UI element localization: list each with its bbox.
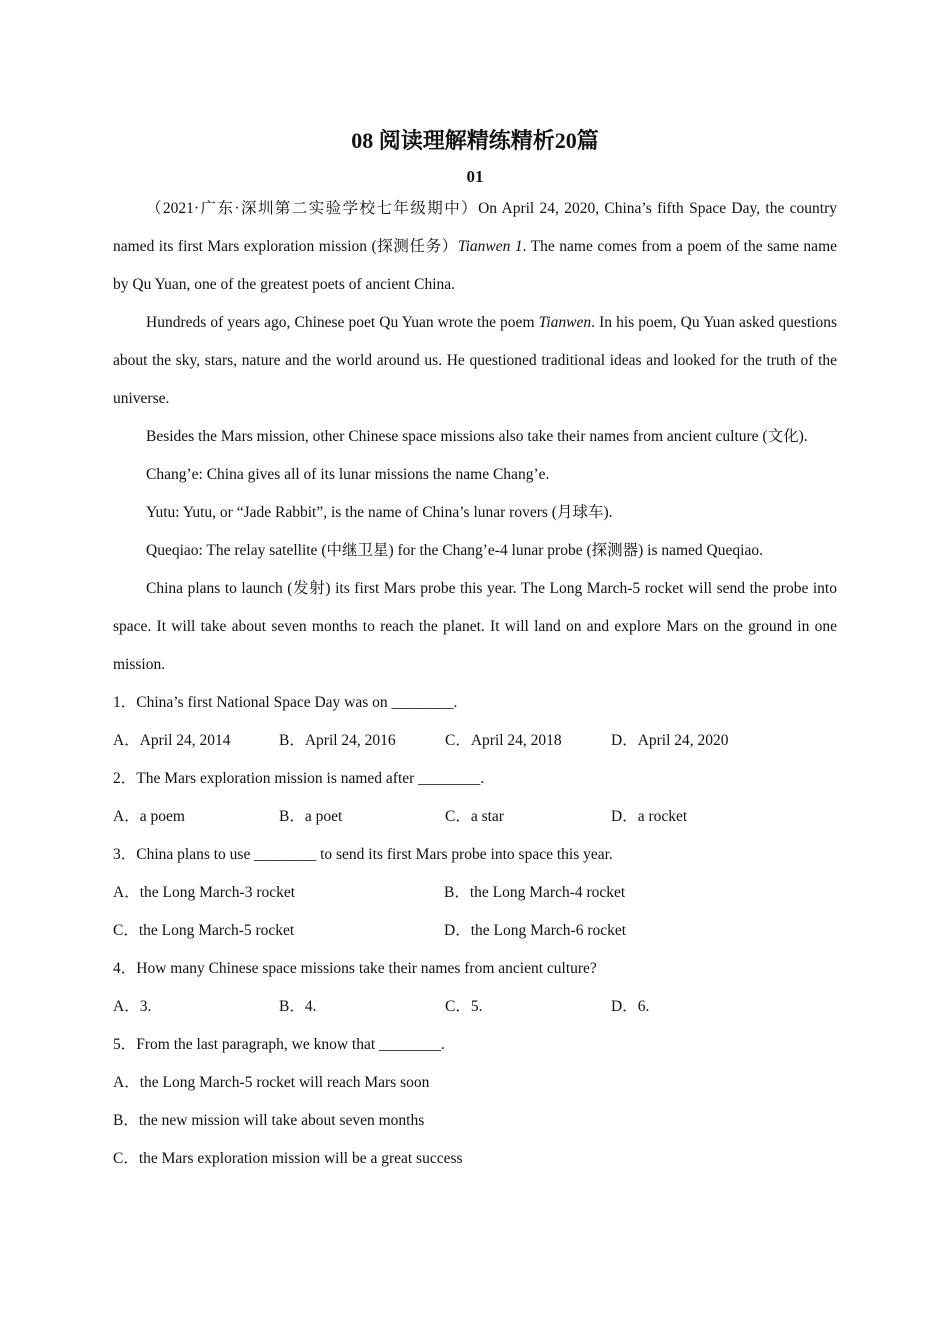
option-c: C．the Mars exploration mission will be a great success (113, 1150, 463, 1167)
passage-paragraph-7: China plans to launch (发射) its first Mars probe this year. The Long March-5 rocket will send the probe into space. It will take about seven months to reach the planet. It will land on and explore Mars on the ground in one mission. (113, 580, 837, 673)
option-b: B．the new mission will take about seven months (113, 1112, 425, 1129)
option-c: C．April 24, 2018 (445, 732, 562, 749)
option-a: A．April 24, 2014 (113, 732, 231, 749)
page-title: 08 阅读理解精练精析20篇 (351, 128, 599, 153)
passage-paragraph-4: Chang’e: China gives all of its lunar missions the name Chang’e. (146, 466, 550, 483)
option-c: C．5. (445, 998, 483, 1015)
section-number: 01 (466, 167, 484, 186)
option-b: B．a poet (279, 808, 343, 825)
option-b: B．April 24, 2016 (279, 732, 396, 749)
option-d: D．a rocket (611, 808, 688, 825)
question-1-stem: 1．China’s first National Space Day was on ________. (113, 694, 458, 711)
question-2-options (113, 798, 837, 836)
question-3-options-row-1 (113, 874, 837, 912)
question-4-stem: 4．How many Chinese space missions take their names from ancient culture? (113, 960, 597, 977)
option-b: B．4. (279, 998, 317, 1015)
option-a: A．the Long March-5 rocket will reach Mars soon (113, 1074, 430, 1091)
passage-paragraph-2 (113, 304, 837, 418)
question-4-options (113, 988, 837, 1026)
poem-name-italic: Tianwen (538, 314, 592, 331)
option-a: A．the Long March-3 rocket (113, 884, 296, 901)
passage-paragraph-6: Queqiao: The relay satellite (中继卫星) for the Chang’e-4 lunar probe (探测器) is named Queqiao. (146, 542, 763, 559)
text-run: . In his poem, Qu Yuan asked questions about the sky, stars, nature and the world around us. He questioned traditional ideas and looked for the truth of the universe. (113, 314, 837, 407)
question-2-stem: 2．The Mars exploration mission is named after ________. (113, 770, 485, 787)
passage-paragraph-1 (113, 190, 837, 304)
passage-paragraph-5: Yutu: Yutu, or “Jade Rabbit”, is the name of China’s lunar rovers (月球车). (146, 504, 613, 521)
text-run: . The name comes from a poem of the same name by Qu Yuan, one of the greatest poets of ancient China. (113, 238, 838, 293)
option-d: D．6. (611, 998, 650, 1015)
option-d: D．April 24, 2020 (611, 732, 729, 749)
mission-name-italic: Tianwen 1 (457, 238, 523, 255)
question-3-options-row-2 (113, 912, 837, 950)
option-c: C．the Long March-5 rocket (113, 922, 295, 939)
option-c: C．a star (445, 808, 504, 825)
option-a: A．3. (113, 998, 152, 1015)
passage-paragraph-3: Besides the Mars mission, other Chinese space missions also take their names from ancient culture (文化). (146, 428, 808, 445)
question-1-options (113, 722, 837, 760)
document-body (113, 190, 837, 1178)
text-run: Hundreds of years ago, Chinese poet Qu Yuan wrote the poem (146, 314, 539, 331)
text-run: （2021·广东·深圳第二实验学校七年级期中）On April 24, 2020, China’s fifth Space Day, the country named its first Mars exploration mission (探测任务） (113, 200, 837, 255)
option-a: A．a poem (113, 808, 185, 825)
option-b: B．the Long March-4 rocket (444, 884, 626, 901)
question-5-stem: 5．From the last paragraph, we know that ________. (113, 1036, 445, 1053)
question-3-stem: 3．China plans to use ________ to send its first Mars probe into space this year. (113, 846, 613, 863)
option-d: D．the Long March-6 rocket (444, 922, 627, 939)
